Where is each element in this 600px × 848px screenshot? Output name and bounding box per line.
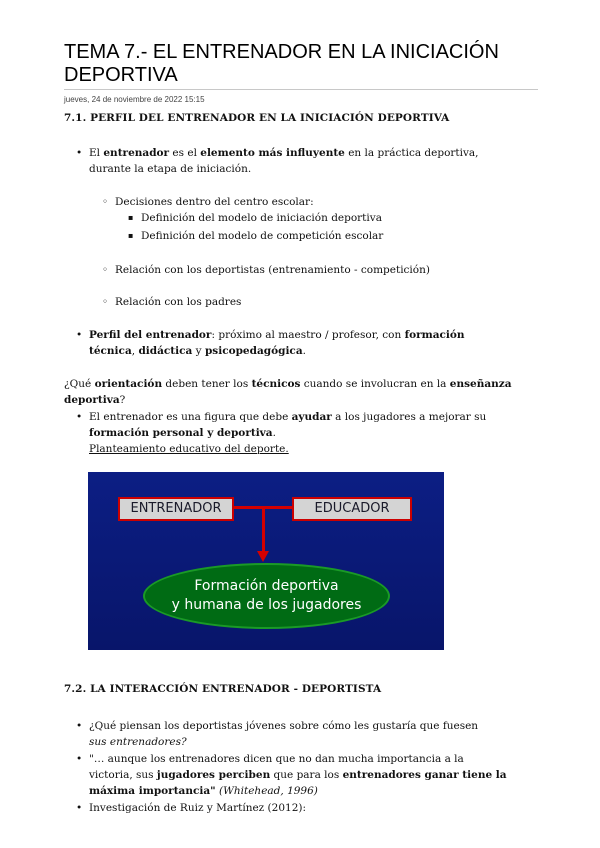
formacion-ellipse bbox=[143, 563, 390, 629]
list-item-decisiones: Decisiones dentro del centro escolar: bbox=[115, 196, 314, 208]
bullet-dot: • bbox=[76, 411, 83, 423]
bullet-dot: • bbox=[76, 802, 83, 814]
list-item-deportistas: Relación con los deportistas (entrenamiento - competición) bbox=[115, 264, 430, 276]
bullet-dot: • bbox=[76, 147, 83, 159]
bullet-square: ▪ bbox=[128, 213, 134, 222]
list-item-modelo-iniciacion: Definición del modelo de iniciación deportiva bbox=[141, 212, 382, 224]
educational-diagram bbox=[88, 472, 444, 650]
arrow-stem bbox=[262, 509, 265, 555]
section-heading-7-2: 7.2. LA INTERACCIÓN ENTRENADOR - DEPORTISTA bbox=[64, 683, 382, 695]
ellipse-line-2: y humana de los jugadores bbox=[171, 597, 362, 613]
paragraph-quote: "… aunque los entrenadores dicen que no dan mucha importancia a la victoria, sus jugadores perciben que para los entrenadores ganar tiene la máxima importancia" (Whitehead, 1996) bbox=[89, 753, 507, 797]
educador-box: EDUCADOR bbox=[292, 497, 412, 521]
arrow-down-icon bbox=[257, 551, 269, 562]
paragraph-entrenador: El entrenador es el elemento más influyente en la práctica deportiva, durante la etapa de iniciación. bbox=[89, 147, 479, 175]
ellipse-line-1: Formación deportiva bbox=[194, 578, 339, 594]
paragraph-perfil: Perfil del entrenador: próximo al maestro / profesor, con formación técnica, didáctica y psicopedagógica. bbox=[89, 329, 465, 357]
entrenador-box: ENTRENADOR bbox=[118, 497, 234, 521]
paragraph-figura: El entrenador es una figura que debe ayudar a los jugadores a mejorar su formación personal y deportiva. Planteamiento educativo del deporte. bbox=[89, 411, 487, 455]
list-item-padres: Relación con los padres bbox=[115, 296, 242, 308]
bullet-hollow: ◦ bbox=[102, 264, 109, 276]
paragraph-investigacion: Investigación de Ruiz y Martínez (2012): bbox=[89, 802, 307, 814]
connector-line bbox=[230, 506, 292, 509]
bullet-dot: • bbox=[76, 753, 83, 765]
paragraph-piensan: ¿Qué piensan los deportistas jóvenes sobre cómo les gustaría que fuesen sus entrenadores? bbox=[89, 720, 479, 748]
title-divider bbox=[64, 89, 538, 90]
bullet-hollow: ◦ bbox=[102, 296, 109, 308]
bullet-hollow: ◦ bbox=[102, 196, 109, 208]
list-item-modelo-competicion: Definición del modelo de competición escolar bbox=[141, 230, 384, 242]
question-orientacion: ¿Qué orientación deben tener los técnicos cuando se involucran en la enseñanza deportiva? bbox=[64, 378, 512, 406]
section-heading-7-1: 7.1. PERFIL DEL ENTRENADOR EN LA INICIACIÓN DEPORTIVA bbox=[64, 112, 450, 124]
page-title: TEMA 7.- EL ENTRENADOR EN LA INICIACIÓN DEPORTIVA bbox=[64, 41, 499, 86]
bullet-square: ▪ bbox=[128, 231, 134, 240]
bullet-dot: • bbox=[76, 329, 83, 341]
bullet-dot: • bbox=[76, 720, 83, 732]
timestamp: jueves, 24 de noviembre de 2022 15:15 bbox=[64, 95, 205, 104]
